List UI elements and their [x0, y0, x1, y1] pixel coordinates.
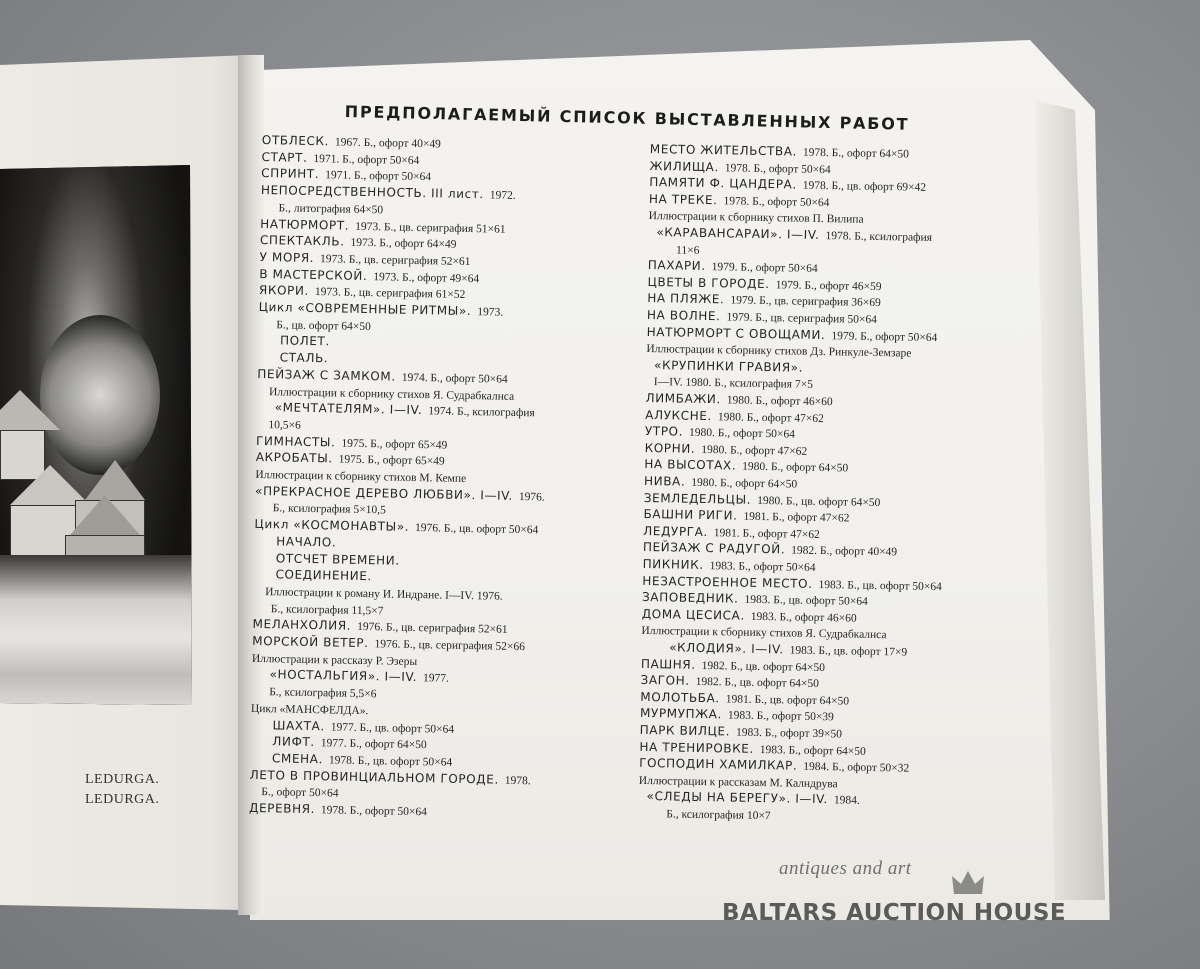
work-details: 1977. Б., офорт 64×50: [320, 737, 427, 752]
work-title: ЗАГОН.: [640, 673, 690, 688]
work-details: 1973. Б., офорт 49×64: [373, 270, 480, 285]
work-title: МОРСКОЙ ВЕТЕР.: [252, 633, 369, 651]
work-details: 1980. Б., офорт 50×64: [688, 426, 796, 441]
work-details: Б., офорт 50×64: [261, 786, 339, 800]
work-entry: [654, 374, 813, 393]
work-title: МУРМУПЖА.: [639, 706, 723, 722]
work-details: 1981. Б., офорт 47×62: [713, 526, 820, 541]
work-details: 1978. Б., офорт 50×64: [320, 804, 428, 819]
work-details: Б., ксилография 5,5×6: [269, 686, 377, 701]
work-details: 1973. Б., офорт 64×49: [350, 236, 457, 251]
work-title: ПИКНИК.: [642, 556, 704, 573]
work-title: НА ВОЛНЕ.: [646, 307, 721, 324]
work-title: ЛЕТО В ПРОВИНЦИАЛЬНОМ ГОРОДЕ.: [249, 767, 499, 787]
work-title: Цикл «КОСМОНАВТЫ».: [254, 517, 410, 534]
work-details: 1980. Б., офорт 47×62: [717, 410, 824, 425]
work-details: 1982. Б., цв. офорт 64×50: [701, 659, 826, 674]
work-title: ДОМА ЦЕСИСА.: [641, 606, 745, 623]
work-details: 1978.: [504, 774, 531, 787]
work-title: ПАРК ВИЛЦЕ.: [639, 722, 731, 739]
watermark-tagline: antiques and art: [779, 858, 912, 879]
work-details: 1983. Б., цв. офорт 50×64: [818, 578, 942, 593]
work-entry: [268, 417, 301, 434]
art-foreground: [0, 555, 192, 705]
work-details: Иллюстрации к рассказу Р. Эзеры: [251, 652, 418, 668]
work-title: ПЕЙЗАЖ С ЗАМКОМ.: [257, 366, 396, 384]
work-entry: [249, 801, 427, 820]
work-entry: [645, 424, 795, 443]
caption-line-1: LEDURGA.: [85, 772, 160, 787]
work-details: Б., литография 64×50: [278, 202, 384, 217]
watermark-brand: BALTARS AUCTION HOUSE: [722, 900, 1067, 926]
work-details: 1975. Б., офорт 65×49: [338, 453, 445, 468]
work-details: 1983. Б., офорт 50×39: [727, 709, 834, 724]
work-title: АЛУКСНЕ.: [645, 407, 713, 423]
work-title: ОТСЧЕТ ВРЕМЕНИ.: [275, 550, 400, 568]
work-details: 1981. Б., офорт 47×62: [743, 510, 850, 525]
work-details: 1983. Б., офорт 46×60: [750, 610, 857, 625]
work-title: ЯКОРИ.: [258, 283, 310, 299]
work-title: У МОРЯ.: [259, 249, 315, 265]
work-details: Б., цв. офорт 64×50: [276, 318, 371, 333]
work-title: ЛИФТ.: [272, 734, 315, 750]
work-details: I—IV. 1980. Б., ксилография 7×5: [653, 376, 813, 392]
work-title: АКРОБАТЫ.: [255, 450, 333, 466]
work-title: ПАХАРИ.: [647, 258, 706, 274]
work-details: 1980. Б., офорт 46×60: [726, 394, 833, 409]
work-details: 1974. Б., офорт 50×64: [401, 371, 508, 386]
work-details: 10,5×6: [268, 419, 301, 432]
work-title: ЖИЛИЩА.: [649, 158, 719, 174]
work-entry: [269, 684, 377, 702]
work-details: 1976. Б., цв. сериграфия 52×61: [357, 621, 508, 637]
work-details: 1971. Б., офорт 50×64: [313, 152, 420, 167]
work-title: «СЛЕДЫ НА БЕРЕГУ». I—IV.: [646, 789, 829, 807]
work-title: ГОСПОДИН ХАМИЛКАР.: [639, 756, 798, 773]
work-entry: [251, 701, 369, 719]
work-details: 1978. Б., офорт 50×64: [724, 161, 831, 176]
work-details: 1984.: [833, 794, 860, 808]
artwork-reproduction: [0, 165, 192, 705]
work-title: ДЕРЕВНЯ.: [248, 800, 316, 817]
work-details: 1974. Б., ксилография: [428, 405, 535, 420]
work-title: МЕЛАНХОЛИЯ.: [252, 617, 352, 634]
work-title: КОРНИ.: [644, 440, 696, 456]
work-title: НЕЗАСТРОЕННОЕ МЕСТО.: [642, 573, 813, 591]
work-details: 1981. Б., цв. офорт 64×50: [725, 693, 850, 708]
work-title: СПРИНТ.: [261, 166, 320, 182]
work-entry: [280, 334, 330, 350]
work-details: 1983. Б., цв. офорт 17×9: [789, 644, 908, 659]
work-details: Иллюстрации к роману И. Индране. I—IV. 1976.: [265, 586, 503, 603]
work-title: НА ТРЕКЕ.: [648, 191, 718, 207]
work-title: НА ПЛЯЖЕ.: [647, 291, 725, 307]
work-details: 1983. Б., офорт 39×50: [735, 726, 843, 741]
work-title: СОЕДИНЕНИЕ.: [275, 567, 373, 584]
work-details: 1972.: [489, 189, 516, 202]
work-details: 1983. Б., цв. офорт 50×64: [744, 593, 868, 609]
crown-icon: [950, 868, 986, 898]
work-title: СПЕКТАКЛЬ.: [259, 233, 345, 249]
work-title: НА ВЫСОТАХ.: [644, 457, 737, 473]
work-details: 1979. Б., офорт 50×64: [831, 329, 938, 344]
work-details: 1973. Б., цв. сериграфия 51×61: [355, 220, 506, 236]
work-details: 1982. Б., офорт 40×49: [791, 544, 898, 559]
work-entry: [280, 350, 329, 366]
work-title: «МЕЧТАТЕЛЯМ». I—IV.: [274, 400, 423, 418]
work-title: ЛИМБАЖИ.: [645, 390, 721, 407]
work-title: В МАСТЕРСКОЙ.: [259, 266, 368, 283]
work-details: 1978. Б., цв. офорт 69×42: [802, 179, 927, 195]
work-title: ГИМНАСТЫ.: [255, 433, 336, 450]
work-details: Иллюстрации к сборнику стихов Я. Судрабкалнса: [268, 385, 515, 403]
art-roof: [0, 390, 60, 430]
work-entry: [275, 568, 372, 585]
work-details: 1982. Б., цв. офорт 64×50: [695, 676, 820, 691]
work-details: 1980. Б., офорт 64×50: [691, 476, 798, 491]
work-title: ПЕЙЗАЖ С РАДУГОЙ.: [642, 540, 786, 557]
work-title: ЦВЕТЫ В ГОРОДЕ.: [647, 274, 770, 291]
work-details: 1976. Б., цв. офорт 50×64: [414, 522, 539, 537]
work-details: 1973. Б., цв. сериграфия 52×61: [319, 253, 471, 268]
work-details: 1980. Б., офорт 64×50: [742, 461, 849, 475]
work-title: СМЕНА.: [271, 751, 324, 767]
art-roof: [70, 495, 140, 535]
work-details: 1977.: [422, 672, 450, 686]
work-details: Б., ксилография 5×10,5: [272, 502, 386, 517]
work-entry: [645, 441, 808, 460]
work-details: Иллюстрации к сборнику стихов П. Вилипа: [648, 210, 864, 227]
work-details: 1975. Б., офорт 65×49: [341, 437, 448, 452]
work-entry: [676, 242, 700, 258]
work-details: 1979. Б., офорт 50×64: [711, 261, 818, 276]
work-details: 1971. Б., офорт 50×64: [325, 169, 432, 184]
work-title: НА ТРЕНИРОВКЕ.: [639, 739, 754, 756]
work-entry: [272, 734, 427, 753]
work-title: СТАЛЬ.: [279, 350, 329, 366]
work-details: 1980. Б., цв. офорт 64×50: [757, 494, 881, 509]
work-entry: [276, 317, 371, 335]
work-title: МЕСТО ЖИТЕЛЬСТВА.: [649, 142, 798, 159]
work-title: УТРО.: [644, 424, 684, 439]
work-details: 1978. Б., ксилография: [825, 230, 933, 244]
work-details: 1984. Б., офорт 50×32: [803, 760, 910, 775]
art-roof: [85, 460, 145, 500]
work-details: Иллюстрации к рассказам М. Калндрува: [638, 774, 838, 791]
work-title: ОТБЛЕСК.: [261, 133, 330, 149]
work-title: НАЧАЛО.: [276, 534, 337, 550]
work-title: «ПРЕКРАСНОЕ ДЕРЕВО ЛЮБВИ». I—IV.: [254, 483, 514, 503]
work-details: 1979. Б., офорт 46×59: [775, 279, 882, 293]
work-details: Цикл «МАНСФЕЛДА».: [250, 702, 369, 717]
work-title: ЛЕДУРГА.: [643, 523, 708, 539]
work-title: СТАРТ.: [261, 149, 308, 165]
caption-line-2: LEDURGA.: [85, 792, 160, 807]
work-entry: [273, 501, 386, 519]
work-details: Иллюстрации к сборнику стихов Дз. Ринкуле-Земзаре: [646, 343, 912, 360]
work-details: Иллюстрации к сборнику стихов Я. Судрабкалнса: [641, 625, 887, 642]
work-details: Иллюстрации к сборнику стихов М. Кемпе: [255, 468, 467, 485]
work-entry: [271, 601, 384, 619]
work-entry: [276, 534, 336, 550]
work-title: БАШНИ РИГИ.: [643, 507, 738, 523]
work-entry: [278, 200, 383, 218]
work-title: НЕПОСРЕДСТВЕННОСТЬ. III лист.: [260, 183, 484, 202]
work-details: 1967. Б., офорт 40×49: [334, 136, 441, 151]
work-entry: [644, 474, 797, 493]
work-title: ШАХТА.: [272, 717, 325, 733]
work-entry: [276, 551, 400, 568]
work-title: Цикл «СОВРЕМЕННЫЕ РИТМЫ».: [258, 299, 472, 319]
work-details: 1973. Б., цв. сериграфия 61×52: [314, 286, 466, 302]
work-details: 1978. Б., офорт 64×50: [802, 146, 909, 161]
work-title: НИВА.: [643, 473, 686, 489]
work-entry: [654, 358, 803, 376]
work-title: ЗАПОВЕДНИК.: [641, 590, 739, 606]
work-title: ПОЛЕТ.: [279, 333, 330, 349]
work-title: «КЛОДИЯ». I—IV.: [669, 640, 784, 657]
work-details: 11×6: [676, 244, 700, 257]
work-title: «НОСТАЛЬГИЯ». I—IV.: [269, 667, 418, 685]
work-details: 1979. Б., цв. сериграфия 50×64: [726, 311, 878, 326]
work-title: МОЛОТЬБА.: [640, 689, 720, 706]
work-details: 1978. Б., цв. офорт 50×64: [328, 754, 453, 769]
work-details: 1983. Б., офорт 64×50: [759, 743, 866, 758]
work-details: 1978. Б., офорт 50×64: [723, 195, 830, 209]
work-title: «КРУПИНКИ ГРАВИЯ».: [653, 357, 804, 375]
work-details: 1979. Б., цв. сериграфия 36×69: [730, 294, 881, 310]
work-details: 1976.: [518, 490, 545, 504]
work-title: НАТЮРМОРТ С ОВОЩАМИ.: [646, 324, 826, 342]
work-details: 1980. Б., офорт 47×62: [701, 443, 808, 458]
work-details: 1977. Б., цв. офорт 50×64: [330, 720, 455, 736]
page-title: ПРЕДПОЛАГАЕМЫЙ СПИСОК ВЫСТАВЛЕННЫХ РАБОТ: [344, 102, 910, 134]
work-details: Б., ксилография 10×7: [666, 808, 771, 823]
work-title: ПАМЯТИ Ф. ЦАНДЕРА.: [649, 175, 797, 192]
work-title: ПАШНЯ.: [640, 656, 696, 672]
work-details: 1983. Б., офорт 50×64: [709, 560, 816, 574]
work-details: 1976. Б., цв. сериграфия 52×66: [374, 638, 526, 654]
work-title: ЗЕМЛЕДЕЛЬЦЫ.: [643, 490, 752, 507]
work-details: 1973.: [477, 306, 504, 319]
work-title: «КАРАВАНСАРАИ». I—IV.: [656, 225, 820, 242]
work-entry: [666, 806, 771, 824]
work-title: НАТЮРМОРТ.: [260, 216, 350, 233]
work-entry: [261, 784, 338, 801]
work-details: Б., ксилография 11,5×7: [270, 602, 384, 618]
